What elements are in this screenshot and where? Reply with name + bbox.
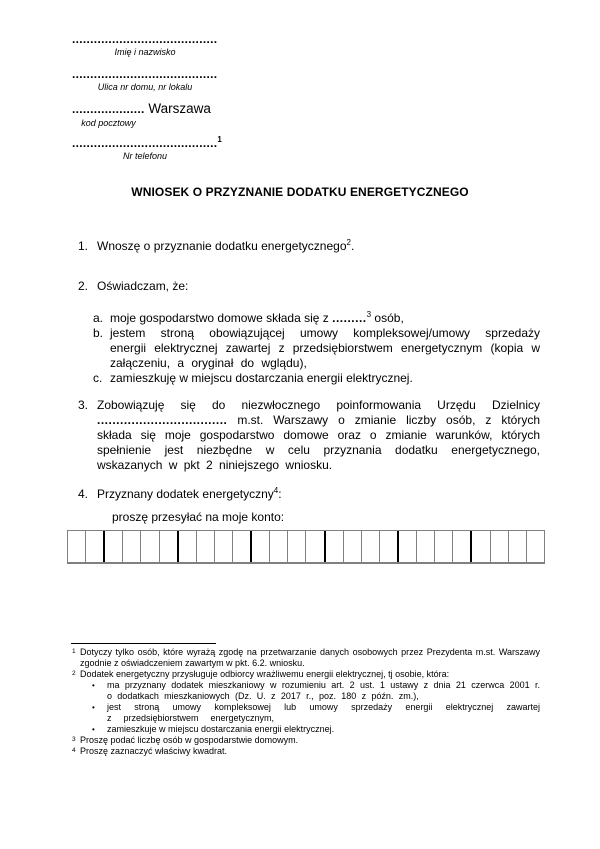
- page-title: WNIOSEK O PRZYZNANIE DODATKU ENERGETYCZNEGO: [131, 185, 469, 199]
- street-fill-line[interactable]: ........................................: [72, 67, 218, 81]
- phone-footnote-ref: 1: [217, 135, 223, 144]
- account-digit-cell[interactable]: [196, 531, 214, 562]
- account-digit-cell[interactable]: [68, 531, 85, 562]
- account-digit-cell[interactable]: [434, 531, 452, 562]
- footnote-2-bullet-1: [72, 680, 540, 702]
- phone-field-label: Nr telefonu: [122, 151, 168, 161]
- footnotes: [72, 647, 540, 757]
- item-4-footnote-ref: 4: [273, 486, 279, 495]
- footnote-3: [72, 735, 540, 746]
- account-digit-cell[interactable]: [361, 531, 379, 562]
- item-4-subtext: proszę przesyłać na moje konto:: [112, 510, 285, 524]
- account-digit-cell[interactable]: [214, 531, 232, 562]
- city-label: Warszawa: [148, 101, 211, 116]
- sub-item-a-text: moje gospodarstwo domowe składa się z .........$^3$ osób,: [110, 310, 404, 325]
- item-4-text: Przyznany dodatek energetyczny$^4$:: [97, 486, 282, 501]
- item-1-number: 1.: [78, 239, 89, 253]
- account-digit-cell[interactable]: [85, 531, 103, 562]
- item-1-footnote-ref: 2: [346, 238, 351, 247]
- footnote-separator: [71, 643, 216, 644]
- footnote-2-intro: Dodatek energetyczny przysługuje odbiorcy wrażliwemu energii elektrycznej, tj osobie, która:: [80, 669, 450, 679]
- account-digit-cell[interactable]: [490, 531, 508, 562]
- footnote-1-marker: 1: [72, 648, 76, 655]
- account-digit-cell[interactable]: [526, 531, 544, 562]
- sub-item-b: [93, 326, 540, 371]
- account-digit-cell[interactable]: [452, 531, 470, 562]
- list-item-3: [78, 398, 540, 473]
- field-postal-code: [72, 101, 211, 128]
- bullet-icon: •: [92, 725, 95, 734]
- street-field-label: Ulica nr domu, nr lokalu: [97, 82, 193, 92]
- account-number-boxes[interactable]: [67, 530, 545, 564]
- footnote-1-text: Dotyczy tylko osób, które wyrażą zgodę na przetwarzanie danych osobowych przez Prezydenta m.st. Warszawy zgodnie z oświadczeniem zawartym w pkt. 6.2. wniosku.: [80, 647, 540, 668]
- footnote-1: [72, 647, 540, 669]
- account-digit-cell[interactable]: [397, 531, 416, 562]
- list-item-4: [78, 487, 540, 502]
- field-phone: [72, 135, 223, 161]
- sub-item-b-letter: b.: [93, 326, 104, 340]
- item-4-number: 4.: [78, 487, 89, 501]
- account-digit-cell[interactable]: [122, 531, 140, 562]
- footnote-4: [72, 746, 540, 757]
- footnote-3-text: Proszę podać liczbę osób w gospodarstwie domowym.: [80, 735, 299, 745]
- account-digit-cell[interactable]: [269, 531, 287, 562]
- account-digit-cell[interactable]: [416, 531, 434, 562]
- account-digit-cell[interactable]: [324, 531, 343, 562]
- footnote-2-bullet-3-text: zamieszkuje w miejscu dostarczania energii elektrycznej.: [107, 724, 335, 734]
- account-digit-cell[interactable]: [508, 531, 526, 562]
- account-digit-cell[interactable]: [379, 531, 397, 562]
- account-digit-cell[interactable]: [232, 531, 250, 562]
- footnote-4-text: Proszę zaznaczyć właściwy kwadrat.: [80, 746, 228, 756]
- sub-item-c-text: zamieszkuję w miejscu dostarczania energii elektrycznej.: [110, 371, 413, 385]
- account-digit-cell[interactable]: [159, 531, 177, 562]
- bullet-icon: •: [92, 681, 95, 690]
- footnote-4-marker: 4: [72, 747, 76, 754]
- name-fill-line[interactable]: ........................................: [72, 32, 218, 46]
- list-item-2: [78, 279, 540, 294]
- footnote-2-bullet-3: [72, 724, 540, 735]
- item-3-number: 3.: [78, 398, 89, 412]
- sub-item-b-text: jestem stroną obowiązującej umowy kompleksowej/umowy sprzedaży energii elektrycznej zawartej z przedsiębiorstwem energetycznym (kopia w załączeniu, a oryginał do wglądu),: [110, 326, 540, 370]
- sub-item-a-footnote-ref: 3: [366, 310, 372, 319]
- sub-item-a: [93, 311, 540, 326]
- item-1-text: Wnoszę o przyznanie dodatku energetycznego$^2$.: [97, 238, 355, 253]
- sub-item-a-letter: a.: [93, 311, 104, 325]
- phone-fill-line[interactable]: ........................................: [72, 136, 218, 150]
- field-name: [72, 33, 218, 57]
- field-street: [72, 68, 218, 92]
- district-fill-line[interactable]: ..................................: [97, 413, 228, 427]
- footnote-2-marker: 2: [72, 670, 76, 677]
- household-size-fill-line[interactable]: .........: [332, 311, 367, 325]
- account-digit-cell[interactable]: [343, 531, 361, 562]
- postal-code-field-label: kod pocztowy: [81, 118, 136, 128]
- sub-item-c-letter: c.: [93, 371, 103, 385]
- account-digit-cell[interactable]: [470, 531, 489, 562]
- footnote-2: [72, 669, 540, 680]
- item-2-text: Oświadczam, że:: [97, 279, 189, 293]
- footnote-3-marker: 3: [72, 736, 76, 743]
- account-digit-cell[interactable]: [287, 531, 305, 562]
- list-item-1: [78, 239, 540, 254]
- bullet-icon: •: [92, 703, 95, 712]
- account-digit-cell[interactable]: [177, 531, 196, 562]
- footnote-2-bullet-2-text: jest stroną umowy kompleksowej lub umowy sprzedaży energii elektrycznej zawartej z przedsiębiorstwem energetycznym,: [107, 702, 540, 723]
- name-field-label: Imię i nazwisko: [114, 47, 176, 57]
- account-digit-cell[interactable]: [250, 531, 269, 562]
- footnote-2-bullet-2: [72, 702, 540, 724]
- item-2-number: 2.: [78, 279, 89, 293]
- item-3-text: Zobowiązuję się do niezwłocznego poinformowania Urzędu Dzielnicy .................................. m.st. Warszawy o zmianie liczby osób, z których składa się moje gospodarstwo domowe oraz o zmianie warunków, których spełnienie jest niezbędne w celu przyznania dodatku energetycznego, wskazanych w pkt 2 niniejszego wniosku.: [97, 398, 540, 472]
- account-digit-cell[interactable]: [140, 531, 158, 562]
- account-digit-cell[interactable]: [305, 531, 323, 562]
- sub-item-c: [93, 371, 540, 386]
- postal-code-fill-line[interactable]: ....................: [72, 102, 145, 116]
- footnote-2-bullet-1-text: ma przyznany dodatek mieszkaniowy w rozumieniu art. 2 ust. 1 ustawy z dnia 21 czerwca 2001 r. o dodatkach mieszkaniowych (Dz. U. z 2017 r., poz. 180 z późn. zm.),: [107, 680, 540, 701]
- account-digit-cell[interactable]: [103, 531, 122, 562]
